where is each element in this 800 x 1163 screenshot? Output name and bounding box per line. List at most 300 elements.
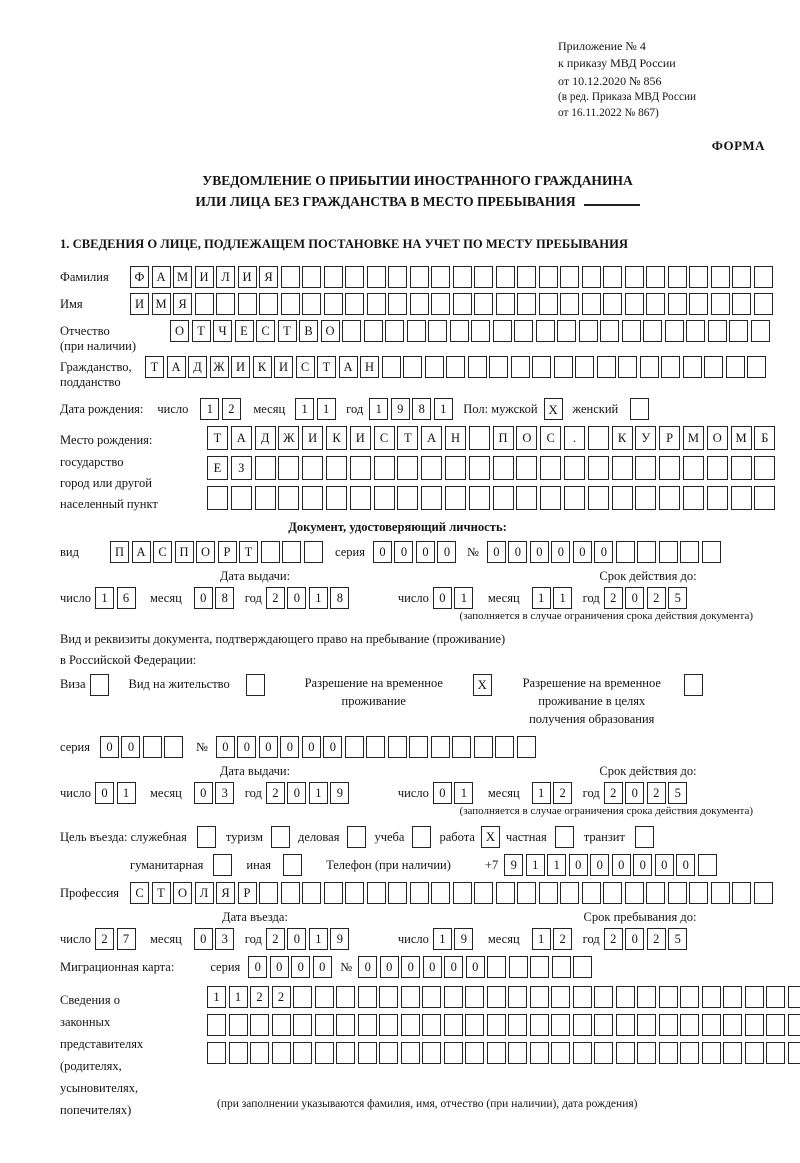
char-cell[interactable]: А [132, 541, 151, 563]
char-cell[interactable] [680, 986, 699, 1008]
char-cell[interactable] [315, 986, 334, 1008]
char-cell[interactable] [495, 736, 514, 758]
char-cell[interactable]: 0 [625, 782, 644, 804]
char-cell[interactable] [680, 1014, 699, 1036]
char-cell[interactable] [508, 986, 527, 1008]
char-cell[interactable] [207, 1042, 226, 1064]
char-cell[interactable]: 6 [117, 587, 136, 609]
char-cell[interactable] [702, 986, 721, 1008]
char-cell[interactable] [573, 1014, 592, 1036]
char-cell[interactable]: Р [218, 541, 237, 563]
char-cell[interactable] [637, 541, 656, 563]
char-cell[interactable] [560, 882, 579, 904]
char-cell[interactable] [702, 541, 721, 563]
char-cell[interactable]: О [196, 541, 215, 563]
char-cell[interactable] [250, 1042, 269, 1064]
char-cell[interactable] [600, 320, 619, 342]
char-cell[interactable] [554, 356, 573, 378]
char-cell[interactable]: О [170, 320, 189, 342]
char-cell[interactable] [345, 882, 364, 904]
char-cell[interactable]: 8 [215, 587, 234, 609]
char-cell[interactable] [293, 1014, 312, 1036]
char-cell[interactable] [788, 986, 800, 1008]
birth-month-cells[interactable] [295, 398, 338, 420]
representatives-cells-row3[interactable] [207, 1042, 800, 1064]
char-cell[interactable]: И [231, 356, 250, 378]
char-cell[interactable] [616, 1014, 635, 1036]
char-cell[interactable] [278, 486, 299, 510]
char-cell[interactable] [489, 356, 508, 378]
char-cell[interactable] [388, 736, 407, 758]
char-cell[interactable]: И [274, 356, 293, 378]
char-cell[interactable] [588, 426, 609, 450]
char-cell[interactable]: И [302, 426, 323, 450]
char-cell[interactable]: Р [659, 426, 680, 450]
temp-permit-checkbox[interactable]: X [473, 674, 492, 696]
char-cell[interactable]: 0 [287, 928, 306, 950]
sex-female-checkbox[interactable] [630, 398, 649, 420]
char-cell[interactable] [747, 356, 766, 378]
doc-series-cells[interactable] [373, 541, 459, 563]
char-cell[interactable] [421, 486, 442, 510]
char-cell[interactable] [729, 320, 748, 342]
char-cell[interactable] [388, 266, 407, 288]
char-cell[interactable]: 1 [95, 587, 114, 609]
char-cell[interactable]: 9 [504, 854, 523, 876]
char-cell[interactable] [487, 1042, 506, 1064]
residence-valid-month-cells[interactable] [532, 782, 575, 804]
char-cell[interactable] [637, 986, 656, 1008]
char-cell[interactable]: Я [173, 293, 192, 315]
char-cell[interactable] [272, 1014, 291, 1036]
char-cell[interactable] [229, 1042, 248, 1064]
char-cell[interactable] [238, 293, 257, 315]
char-cell[interactable] [588, 486, 609, 510]
char-cell[interactable] [640, 356, 659, 378]
char-cell[interactable] [612, 456, 633, 480]
char-cell[interactable] [326, 486, 347, 510]
char-cell[interactable]: О [321, 320, 340, 342]
char-cell[interactable] [659, 541, 678, 563]
char-cell[interactable] [469, 456, 490, 480]
char-cell[interactable]: 5 [668, 928, 687, 950]
char-cell[interactable]: 0 [287, 782, 306, 804]
char-cell[interactable] [745, 1042, 764, 1064]
char-cell[interactable]: 2 [604, 782, 623, 804]
char-cell[interactable]: 0 [573, 541, 592, 563]
char-cell[interactable] [431, 882, 450, 904]
char-cell[interactable] [726, 356, 745, 378]
char-cell[interactable] [358, 1014, 377, 1036]
char-cell[interactable] [552, 956, 571, 978]
char-cell[interactable] [336, 1014, 355, 1036]
char-cell[interactable] [324, 882, 343, 904]
char-cell[interactable] [517, 266, 536, 288]
char-cell[interactable]: Л [216, 266, 235, 288]
char-cell[interactable] [754, 456, 775, 480]
char-cell[interactable] [231, 486, 252, 510]
char-cell[interactable] [702, 1042, 721, 1064]
char-cell[interactable] [474, 882, 493, 904]
char-cell[interactable] [689, 293, 708, 315]
char-cell[interactable] [259, 293, 278, 315]
char-cell[interactable]: А [339, 356, 358, 378]
char-cell[interactable]: Т [239, 541, 258, 563]
char-cell[interactable]: А [167, 356, 186, 378]
char-cell[interactable] [278, 456, 299, 480]
char-cell[interactable]: . [564, 426, 585, 450]
doc-valid-day-cells[interactable] [433, 587, 476, 609]
char-cell[interactable] [711, 882, 730, 904]
char-cell[interactable]: 0 [508, 541, 527, 563]
char-cell[interactable] [745, 1014, 764, 1036]
char-cell[interactable] [707, 456, 728, 480]
char-cell[interactable] [683, 486, 704, 510]
char-cell[interactable] [683, 456, 704, 480]
char-cell[interactable]: 1 [200, 398, 219, 420]
char-cell[interactable] [250, 1014, 269, 1036]
doc-issue-year-cells[interactable] [266, 587, 352, 609]
char-cell[interactable]: Л [195, 882, 214, 904]
char-cell[interactable]: 2 [553, 782, 572, 804]
char-cell[interactable] [732, 882, 751, 904]
char-cell[interactable]: С [153, 541, 172, 563]
char-cell[interactable] [659, 986, 678, 1008]
char-cell[interactable] [216, 293, 235, 315]
char-cell[interactable]: 0 [487, 541, 506, 563]
char-cell[interactable] [659, 1014, 678, 1036]
char-cell[interactable]: И [195, 266, 214, 288]
char-cell[interactable] [465, 1042, 484, 1064]
char-cell[interactable] [453, 293, 472, 315]
char-cell[interactable] [723, 1014, 742, 1036]
char-cell[interactable] [573, 1042, 592, 1064]
char-cell[interactable]: 0 [569, 854, 588, 876]
char-cell[interactable] [422, 986, 441, 1008]
birth-year-cells[interactable] [369, 398, 455, 420]
migration-number-cells[interactable] [358, 956, 595, 978]
char-cell[interactable]: Т [152, 882, 171, 904]
entry-year-cells[interactable] [266, 928, 352, 950]
char-cell[interactable]: О [516, 426, 537, 450]
char-cell[interactable] [493, 320, 512, 342]
char-cell[interactable] [698, 854, 717, 876]
char-cell[interactable] [643, 320, 662, 342]
char-cell[interactable] [428, 320, 447, 342]
residence-issue-year-cells[interactable] [266, 782, 352, 804]
char-cell[interactable] [557, 320, 576, 342]
char-cell[interactable] [508, 1014, 527, 1036]
char-cell[interactable] [336, 986, 355, 1008]
char-cell[interactable] [732, 266, 751, 288]
char-cell[interactable]: 2 [266, 782, 285, 804]
char-cell[interactable] [379, 1014, 398, 1036]
residence-permit-checkbox[interactable] [246, 674, 265, 696]
char-cell[interactable]: 0 [194, 928, 213, 950]
char-cell[interactable] [517, 293, 536, 315]
char-cell[interactable] [324, 293, 343, 315]
name-cells[interactable] [130, 293, 775, 315]
char-cell[interactable] [358, 986, 377, 1008]
char-cell[interactable]: Ж [210, 356, 229, 378]
citizenship-cells[interactable] [145, 356, 769, 378]
char-cell[interactable]: 0 [194, 782, 213, 804]
doc-issue-day-cells[interactable] [95, 587, 138, 609]
char-cell[interactable] [597, 356, 616, 378]
char-cell[interactable] [579, 320, 598, 342]
char-cell[interactable] [367, 882, 386, 904]
char-cell[interactable] [409, 736, 428, 758]
char-cell[interactable] [496, 293, 515, 315]
char-cell[interactable] [445, 456, 466, 480]
char-cell[interactable]: И [350, 426, 371, 450]
char-cell[interactable]: М [173, 266, 192, 288]
char-cell[interactable]: Р [238, 882, 257, 904]
char-cell[interactable] [474, 266, 493, 288]
char-cell[interactable]: К [253, 356, 272, 378]
char-cell[interactable] [444, 986, 463, 1008]
char-cell[interactable]: 0 [590, 854, 609, 876]
char-cell[interactable]: 2 [222, 398, 241, 420]
char-cell[interactable] [471, 320, 490, 342]
char-cell[interactable] [625, 293, 644, 315]
char-cell[interactable]: Я [216, 882, 235, 904]
char-cell[interactable] [711, 266, 730, 288]
char-cell[interactable]: 1 [295, 398, 314, 420]
char-cell[interactable] [401, 1042, 420, 1064]
char-cell[interactable]: 0 [358, 956, 377, 978]
char-cell[interactable]: 1 [309, 587, 328, 609]
char-cell[interactable] [469, 486, 490, 510]
char-cell[interactable] [751, 320, 770, 342]
char-cell[interactable]: 1 [532, 928, 551, 950]
char-cell[interactable] [366, 736, 385, 758]
char-cell[interactable] [731, 486, 752, 510]
char-cell[interactable] [358, 1042, 377, 1064]
char-cell[interactable] [397, 486, 418, 510]
char-cell[interactable]: А [152, 266, 171, 288]
char-cell[interactable] [723, 1042, 742, 1064]
purpose-study-checkbox[interactable] [412, 826, 431, 848]
char-cell[interactable]: 0 [625, 928, 644, 950]
surname-cells[interactable] [130, 266, 775, 288]
char-cell[interactable] [496, 882, 515, 904]
char-cell[interactable] [683, 356, 702, 378]
char-cell[interactable]: Ф [130, 266, 149, 288]
char-cell[interactable]: Т [278, 320, 297, 342]
char-cell[interactable] [539, 882, 558, 904]
entry-month-cells[interactable] [194, 928, 237, 950]
char-cell[interactable] [465, 1014, 484, 1036]
char-cell[interactable] [302, 266, 321, 288]
char-cell[interactable]: 2 [604, 928, 623, 950]
char-cell[interactable] [788, 1014, 800, 1036]
char-cell[interactable] [508, 1042, 527, 1064]
char-cell[interactable]: 0 [437, 541, 456, 563]
char-cell[interactable] [668, 266, 687, 288]
char-cell[interactable] [350, 456, 371, 480]
char-cell[interactable] [514, 320, 533, 342]
char-cell[interactable] [573, 986, 592, 1008]
char-cell[interactable] [195, 293, 214, 315]
purpose-humanitarian-checkbox[interactable] [213, 854, 232, 876]
char-cell[interactable]: 0 [433, 587, 452, 609]
char-cell[interactable] [551, 1014, 570, 1036]
char-cell[interactable]: 2 [266, 587, 285, 609]
char-cell[interactable] [207, 1014, 226, 1036]
char-cell[interactable] [374, 486, 395, 510]
char-cell[interactable] [302, 882, 321, 904]
char-cell[interactable]: 1 [317, 398, 336, 420]
char-cell[interactable]: 1 [434, 398, 453, 420]
char-cell[interactable]: 9 [330, 782, 349, 804]
char-cell[interactable]: 1 [433, 928, 452, 950]
purpose-official-checkbox[interactable] [197, 826, 216, 848]
char-cell[interactable]: 2 [95, 928, 114, 950]
char-cell[interactable] [594, 986, 613, 1008]
char-cell[interactable] [282, 541, 301, 563]
char-cell[interactable] [612, 486, 633, 510]
char-cell[interactable] [431, 293, 450, 315]
char-cell[interactable]: 2 [266, 928, 285, 950]
char-cell[interactable]: 9 [391, 398, 410, 420]
char-cell[interactable]: А [421, 426, 442, 450]
char-cell[interactable]: 0 [237, 736, 256, 758]
char-cell[interactable] [788, 1042, 800, 1064]
char-cell[interactable] [425, 356, 444, 378]
char-cell[interactable] [272, 1042, 291, 1064]
char-cell[interactable]: 0 [380, 956, 399, 978]
char-cell[interactable] [622, 320, 641, 342]
char-cell[interactable] [603, 882, 622, 904]
char-cell[interactable] [603, 293, 622, 315]
char-cell[interactable]: 2 [647, 587, 666, 609]
char-cell[interactable] [453, 882, 472, 904]
char-cell[interactable] [530, 1042, 549, 1064]
char-cell[interactable]: 1 [309, 782, 328, 804]
char-cell[interactable]: С [540, 426, 561, 450]
char-cell[interactable] [326, 456, 347, 480]
birth-place-cells-row3[interactable] [207, 486, 778, 510]
char-cell[interactable] [616, 986, 635, 1008]
char-cell[interactable] [582, 882, 601, 904]
char-cell[interactable]: В [299, 320, 318, 342]
char-cell[interactable]: П [175, 541, 194, 563]
char-cell[interactable] [468, 356, 487, 378]
char-cell[interactable]: 1 [526, 854, 545, 876]
char-cell[interactable]: 1 [454, 587, 473, 609]
char-cell[interactable]: 0 [625, 587, 644, 609]
char-cell[interactable] [573, 956, 592, 978]
char-cell[interactable] [594, 1042, 613, 1064]
char-cell[interactable]: 0 [291, 956, 310, 978]
char-cell[interactable]: 0 [633, 854, 652, 876]
char-cell[interactable] [324, 266, 343, 288]
char-cell[interactable] [560, 293, 579, 315]
char-cell[interactable] [465, 986, 484, 1008]
char-cell[interactable]: 0 [216, 736, 235, 758]
char-cell[interactable] [661, 356, 680, 378]
char-cell[interactable]: 1 [309, 928, 328, 950]
purpose-other-checkbox[interactable] [283, 854, 302, 876]
char-cell[interactable] [711, 293, 730, 315]
char-cell[interactable] [164, 736, 183, 758]
char-cell[interactable]: З [231, 456, 252, 480]
char-cell[interactable] [410, 882, 429, 904]
visa-checkbox[interactable] [90, 674, 109, 696]
char-cell[interactable] [367, 293, 386, 315]
char-cell[interactable]: 9 [454, 928, 473, 950]
char-cell[interactable] [496, 266, 515, 288]
profession-cells[interactable] [130, 882, 775, 904]
char-cell[interactable] [374, 456, 395, 480]
char-cell[interactable] [281, 266, 300, 288]
char-cell[interactable] [304, 541, 323, 563]
char-cell[interactable]: М [152, 293, 171, 315]
stay-month-cells[interactable] [532, 928, 575, 950]
char-cell[interactable] [511, 356, 530, 378]
char-cell[interactable]: Е [207, 456, 228, 480]
char-cell[interactable]: 0 [612, 854, 631, 876]
char-cell[interactable]: 1 [117, 782, 136, 804]
char-cell[interactable]: 1 [547, 854, 566, 876]
char-cell[interactable]: Ж [278, 426, 299, 450]
char-cell[interactable]: Ч [213, 320, 232, 342]
char-cell[interactable] [345, 736, 364, 758]
char-cell[interactable] [603, 266, 622, 288]
char-cell[interactable] [564, 456, 585, 480]
char-cell[interactable]: 0 [676, 854, 695, 876]
char-cell[interactable]: 5 [668, 782, 687, 804]
char-cell[interactable] [474, 293, 493, 315]
char-cell[interactable] [616, 541, 635, 563]
char-cell[interactable] [410, 266, 429, 288]
char-cell[interactable]: С [130, 882, 149, 904]
char-cell[interactable] [564, 486, 585, 510]
char-cell[interactable] [575, 356, 594, 378]
char-cell[interactable] [401, 1014, 420, 1036]
char-cell[interactable]: Б [754, 426, 775, 450]
char-cell[interactable]: 1 [207, 986, 226, 1008]
char-cell[interactable]: Т [207, 426, 228, 450]
char-cell[interactable] [659, 1042, 678, 1064]
char-cell[interactable] [540, 486, 561, 510]
char-cell[interactable]: Т [192, 320, 211, 342]
char-cell[interactable]: 0 [401, 956, 420, 978]
char-cell[interactable] [625, 266, 644, 288]
char-cell[interactable] [517, 736, 536, 758]
char-cell[interactable]: 0 [270, 956, 289, 978]
purpose-tourism-checkbox[interactable] [271, 826, 290, 848]
char-cell[interactable]: П [493, 426, 514, 450]
char-cell[interactable]: О [173, 882, 192, 904]
char-cell[interactable] [646, 882, 665, 904]
char-cell[interactable] [255, 486, 276, 510]
char-cell[interactable] [207, 486, 228, 510]
char-cell[interactable] [704, 356, 723, 378]
char-cell[interactable]: С [374, 426, 395, 450]
char-cell[interactable]: 9 [330, 928, 349, 950]
char-cell[interactable]: 1 [369, 398, 388, 420]
purpose-private-checkbox[interactable] [555, 826, 574, 848]
char-cell[interactable] [281, 882, 300, 904]
stay-year-cells[interactable] [604, 928, 690, 950]
residence-valid-day-cells[interactable] [433, 782, 476, 804]
char-cell[interactable] [702, 1014, 721, 1036]
char-cell[interactable]: А [231, 426, 252, 450]
char-cell[interactable] [259, 882, 278, 904]
char-cell[interactable] [618, 356, 637, 378]
